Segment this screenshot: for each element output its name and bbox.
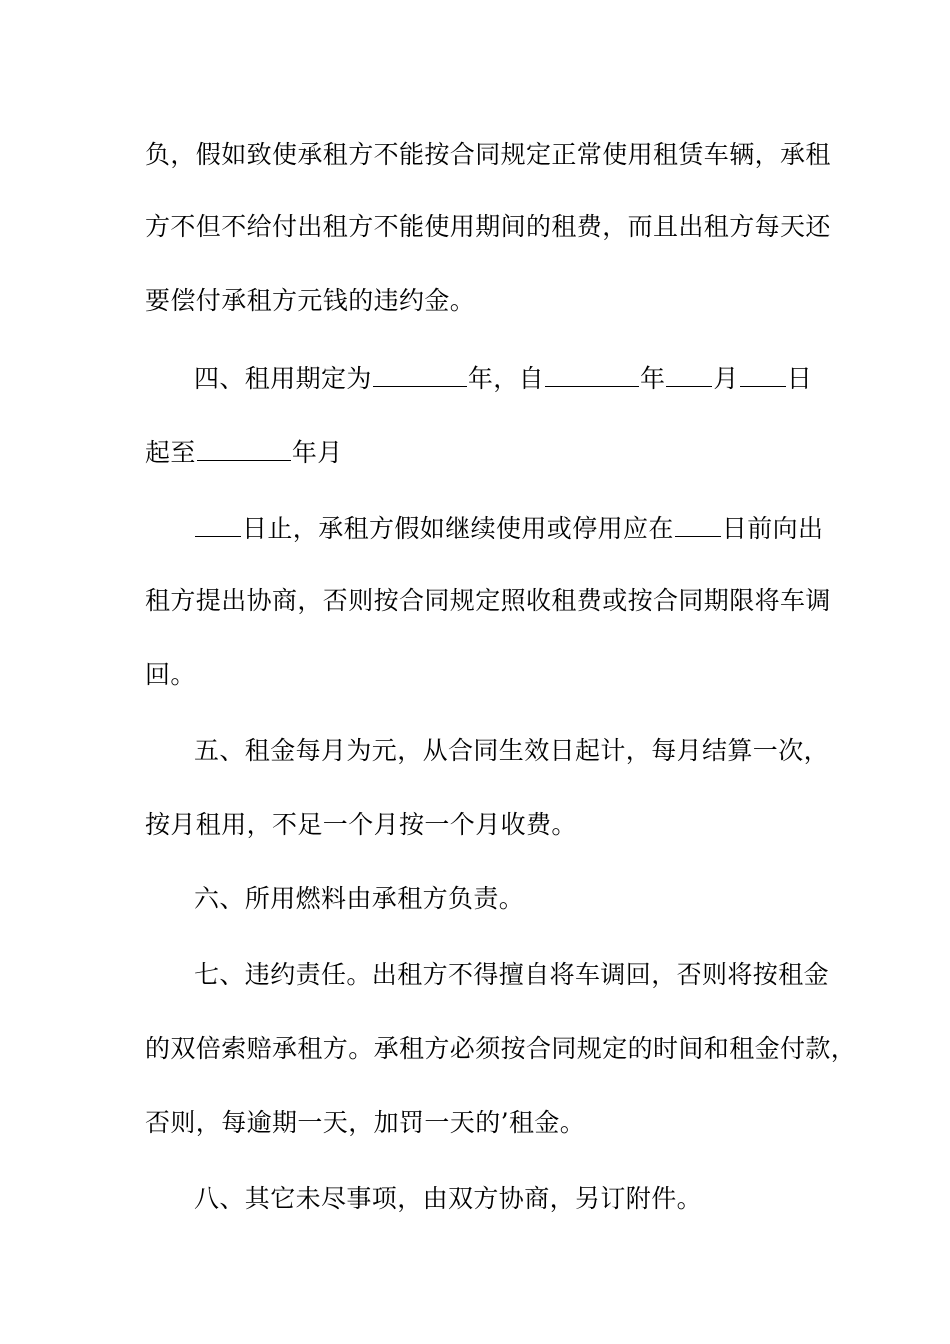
paragraph-line: 租方提出协商，否则按合同规定照收租费或按合同期限将车调 <box>145 586 831 615</box>
text-segment: 年 <box>640 364 666 393</box>
paragraph-line: 回。 <box>145 660 196 689</box>
clause-4-line-2 <box>145 436 825 466</box>
text-segment: 起至 <box>145 438 196 467</box>
clause-4-line-1 <box>194 362 874 392</box>
text-segment: 四、租用期定为 <box>194 364 372 393</box>
fill-in-blank <box>373 362 467 387</box>
clause-5-line-1: 五、租金每月为元，从合同生效日起计，每月结算一次， <box>194 736 830 765</box>
text-segment: 日 <box>786 364 813 393</box>
paragraph-line: 要偿付承租方元钱的违约金。 <box>145 286 476 315</box>
paragraph-line: 负，假如致使承租方不能按合同规定正常使用租赁车辆，承租 <box>145 140 831 169</box>
fill-in-blank <box>666 362 712 387</box>
clause-4-line-3 <box>194 512 874 542</box>
text-segment: 月 <box>713 364 739 393</box>
text-segment: 日止，承租方假如继续使用或停用应在 <box>242 514 674 543</box>
fill-in-blank <box>675 512 721 537</box>
clause-7-line-3: 否则，每逾期一天，加罚一天的’租金。 <box>145 1108 586 1137</box>
text-segment: 年月 <box>291 438 343 467</box>
fill-in-blank <box>195 512 241 537</box>
clause-7-line-1: 七、违约责任。出租方不得擅自将车调回，否则将按租金 <box>194 960 830 989</box>
fill-in-blank <box>197 436 291 461</box>
clause-7-line-2: 的双倍索赔承租方。承租方必须按合同规定的时间和租金付款， <box>145 1034 857 1063</box>
text-segment: 年，自 <box>467 364 545 393</box>
clause-5-line-2: 按月租用，不足一个月按一个月收费。 <box>145 810 577 839</box>
fill-in-blank <box>545 362 639 387</box>
clause-8: 八、其它未尽事项，由双方协商，另订附件。 <box>194 1184 703 1213</box>
clause-6: 六、所用燃料由承租方负责。 <box>194 884 525 913</box>
text-segment: 日前向出 <box>721 514 824 543</box>
paragraph-line: 方不但不给付出租方不能使用期间的租费，而且出租方每天还 <box>145 212 831 241</box>
fill-in-blank <box>740 362 786 387</box>
